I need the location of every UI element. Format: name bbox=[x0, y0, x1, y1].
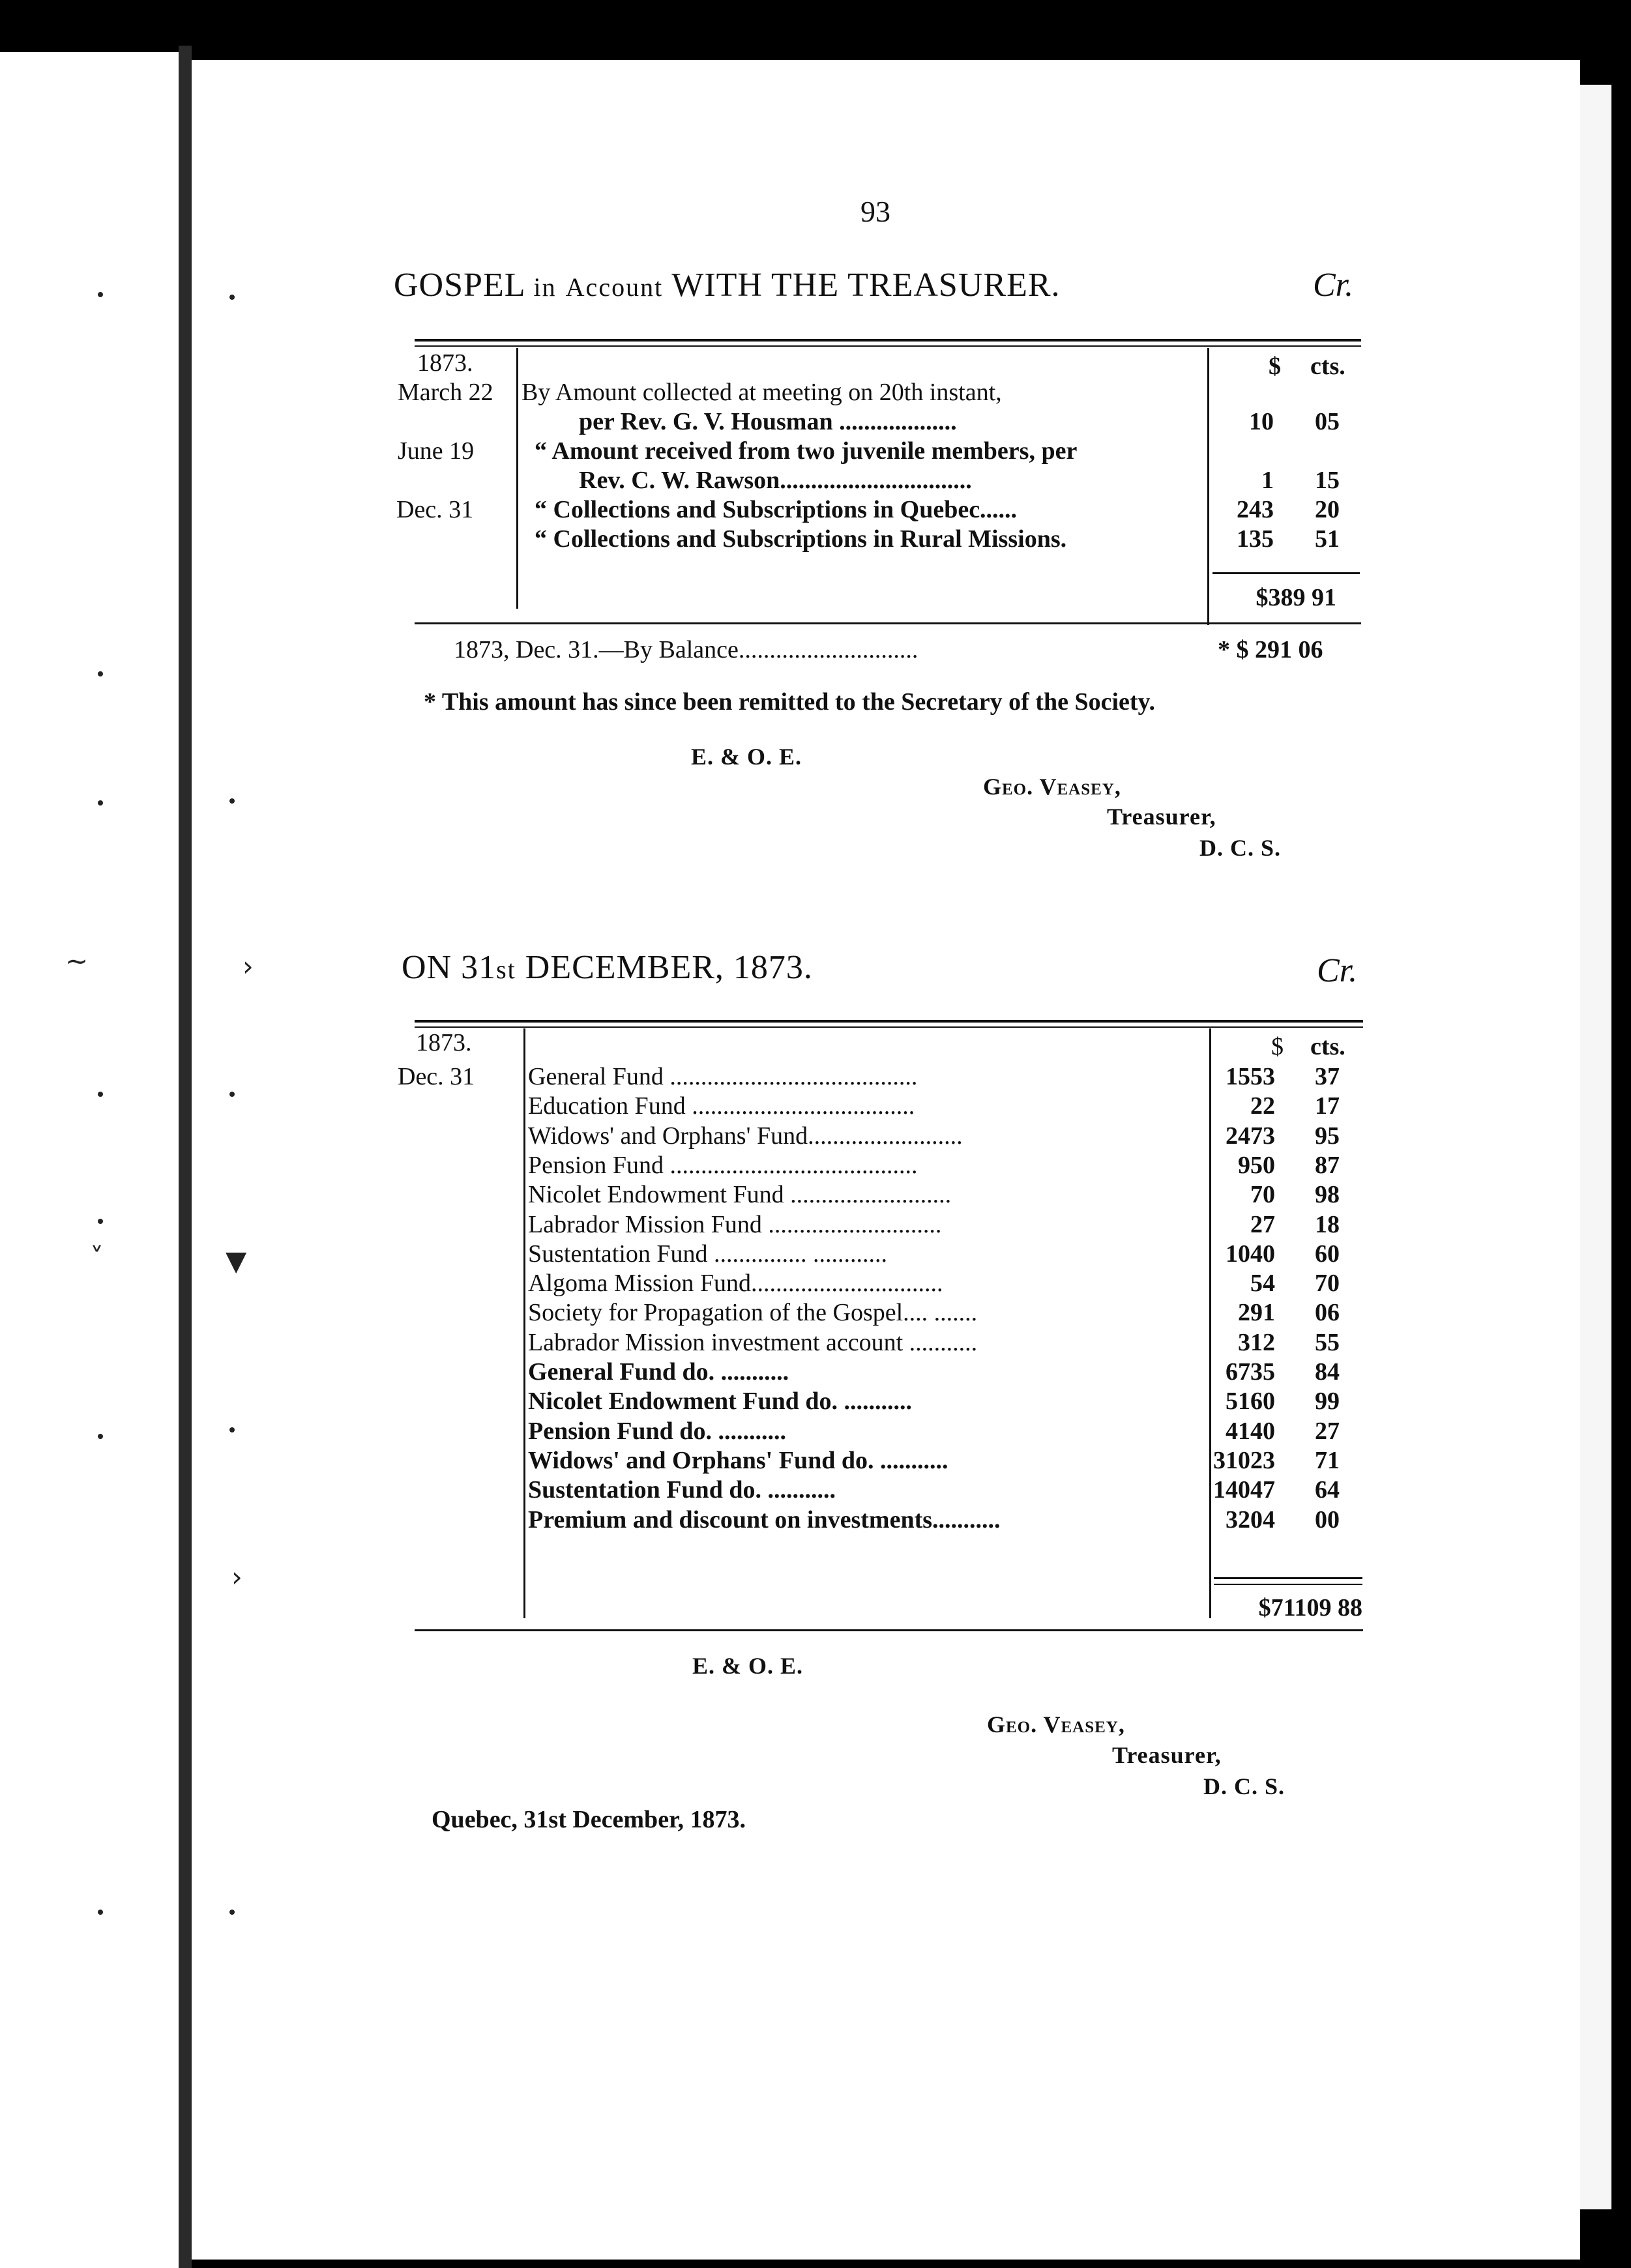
entry-date: March 22 bbox=[398, 379, 493, 406]
ledger-item-dollars: 4140 bbox=[1226, 1418, 1275, 1445]
left-page-edge bbox=[0, 52, 179, 2268]
page-number: 93 bbox=[860, 195, 890, 228]
ledger-item-dollars: 70 bbox=[1250, 1181, 1275, 1208]
margin-mark bbox=[229, 1910, 235, 1915]
ledger-item-dollars: 5160 bbox=[1226, 1388, 1275, 1415]
ledger-item-cents: 71 bbox=[1315, 1447, 1340, 1474]
dollar-label: $ bbox=[1269, 353, 1281, 380]
ledger-item-cents: 98 bbox=[1315, 1181, 1340, 1208]
signature-title: Treasurer, bbox=[1112, 1742, 1222, 1768]
signature-name: Geo. Veasey, bbox=[983, 774, 1121, 800]
rule bbox=[415, 1020, 1363, 1023]
entry-date: Dec. 31 bbox=[396, 496, 474, 523]
ledger-item-dollars: 2473 bbox=[1226, 1122, 1275, 1150]
entry-dollars: 10 bbox=[1249, 408, 1274, 435]
cents-label: cts. bbox=[1310, 1033, 1345, 1060]
ledger-item-cents: 06 bbox=[1315, 1299, 1340, 1326]
ledger-item-cents: 27 bbox=[1315, 1418, 1340, 1445]
year-label: 1873. bbox=[416, 1029, 472, 1056]
entry-desc: per Rev. G. V. Housman ................... bbox=[579, 408, 957, 435]
margin-mark bbox=[229, 1427, 235, 1432]
place-date: Quebec, 31st December, 1873. bbox=[432, 1806, 746, 1833]
ledger-item-desc: General Fund ........................................ bbox=[528, 1063, 918, 1090]
margin-tick: ∼ bbox=[65, 945, 89, 977]
ledger-item-cents: 87 bbox=[1315, 1152, 1340, 1179]
ledger-item-desc: Labrador Mission investment account ........... bbox=[528, 1329, 978, 1356]
page-gutter-shadow bbox=[179, 46, 192, 2268]
margin-mark bbox=[229, 1092, 235, 1097]
ledger-item-dollars: 14047 bbox=[1213, 1476, 1275, 1504]
rule bbox=[415, 622, 1361, 624]
statement1-cr: Cr. bbox=[1313, 267, 1354, 304]
margin-tick: ˅ bbox=[90, 1242, 104, 1273]
entry-cents: 15 bbox=[1315, 467, 1340, 494]
right-page-edge bbox=[1580, 85, 1611, 2209]
ledger-item-dollars: 27 bbox=[1250, 1211, 1275, 1238]
entry-desc: Rev. C. W. Rawson............................... bbox=[579, 467, 972, 494]
statement1-total: $389 91 bbox=[1256, 584, 1336, 611]
column-rule bbox=[1209, 1028, 1211, 1618]
ledger-item-cents: 60 bbox=[1315, 1240, 1340, 1268]
column-rule bbox=[516, 348, 518, 609]
ledger-item-desc: Sustentation Fund do. ........... bbox=[528, 1476, 836, 1504]
ledger-item-desc: Pension Fund ........................................ bbox=[528, 1152, 918, 1179]
ledger-item-dollars: 291 bbox=[1238, 1299, 1275, 1326]
margin-tick: › bbox=[231, 1561, 242, 1593]
balance-line: 1873, Dec. 31.—By Balance............................. bbox=[454, 636, 918, 663]
rule bbox=[415, 339, 1361, 342]
margin-mark bbox=[98, 1092, 103, 1097]
ledger-item-cents: 95 bbox=[1315, 1122, 1340, 1150]
ledger-item-desc: Pension Fund do. ........... bbox=[528, 1418, 786, 1445]
ledger-item-desc: Nicolet Endowment Fund .......................... bbox=[528, 1181, 952, 1208]
ledger-item-cents: 18 bbox=[1315, 1211, 1340, 1238]
ledger-item-desc: Nicolet Endowment Fund do. ........... bbox=[528, 1388, 913, 1415]
margin-tick: › bbox=[242, 950, 254, 982]
entry-cents: 20 bbox=[1315, 496, 1340, 523]
margin-mark bbox=[98, 1219, 103, 1224]
ledger-item-dollars: 3204 bbox=[1226, 1506, 1275, 1534]
rule bbox=[415, 345, 1361, 347]
entry-cents: 05 bbox=[1315, 408, 1340, 435]
ledger-item-dollars: 22 bbox=[1250, 1092, 1275, 1120]
entry-cents: 51 bbox=[1315, 525, 1340, 553]
ledger-item-dollars: 950 bbox=[1238, 1152, 1275, 1179]
signature-org: D. C. S. bbox=[1203, 1773, 1286, 1799]
ledger-item-dollars: 6735 bbox=[1226, 1358, 1275, 1386]
ledger-item-desc: Sustentation Fund ............... ............ bbox=[528, 1240, 888, 1268]
margin-tick: ▼ bbox=[226, 1245, 247, 1277]
ledger-item-dollars: 312 bbox=[1238, 1329, 1275, 1356]
ledger-item-desc: General Fund do. ........... bbox=[528, 1358, 789, 1386]
column-rule bbox=[523, 1028, 525, 1618]
margin-mark bbox=[98, 1434, 103, 1439]
margin-mark bbox=[98, 671, 103, 676]
column-rule bbox=[1207, 348, 1209, 625]
sum-rule bbox=[1214, 1584, 1362, 1585]
signature-title: Treasurer, bbox=[1107, 804, 1216, 830]
statement1-title: GOSPEL in Account WITH THE TREASURER. bbox=[394, 267, 1061, 304]
ledger-item-dollars: 1553 bbox=[1226, 1063, 1275, 1090]
ledger-item-desc: Widows' and Orphans' Fund......................... bbox=[528, 1122, 963, 1150]
statement2-title: ON 31st DECEMBER, 1873. bbox=[402, 949, 813, 986]
ledger-item-cents: 55 bbox=[1315, 1329, 1340, 1356]
entry-desc: By Amount collected at meeting on 20th instant, bbox=[522, 379, 1002, 406]
entry-desc: “ Amount received from two juvenile members, per bbox=[535, 437, 1078, 465]
entry-dollars: 243 bbox=[1237, 496, 1274, 523]
footnote: * This amount has since been remitted to the Secretary of the Society. bbox=[424, 688, 1155, 716]
entry-date: Dec. 31 bbox=[398, 1063, 475, 1090]
entry-dollars: 1 bbox=[1261, 467, 1274, 494]
ledger-item-desc: Algoma Mission Fund............................... bbox=[528, 1270, 943, 1297]
statement2-cr: Cr. bbox=[1317, 952, 1358, 989]
dollar-label: $ bbox=[1271, 1033, 1284, 1060]
eoe: E. & O. E. bbox=[692, 1653, 804, 1679]
year-label: 1873. bbox=[417, 349, 473, 377]
rule bbox=[415, 1026, 1363, 1028]
sum-rule bbox=[1214, 1577, 1362, 1579]
ledger-item-cents: 70 bbox=[1315, 1270, 1340, 1297]
entry-desc: “ Collections and Subscriptions in Rural Missions. bbox=[535, 525, 1067, 553]
ledger-item-desc: Education Fund .................................... bbox=[528, 1092, 915, 1120]
ledger-item-cents: 00 bbox=[1315, 1506, 1340, 1534]
margin-mark bbox=[98, 1910, 103, 1915]
entry-date: June 19 bbox=[398, 437, 475, 465]
margin-mark bbox=[229, 295, 235, 300]
sum-rule bbox=[1212, 572, 1360, 574]
ledger-item-desc: Labrador Mission Fund ............................ bbox=[528, 1211, 942, 1238]
margin-mark bbox=[98, 292, 103, 297]
statement2-total: $71109 88 bbox=[1258, 1594, 1362, 1621]
rule bbox=[415, 1629, 1363, 1631]
ledger-item-dollars: 1040 bbox=[1226, 1240, 1275, 1268]
ledger-item-dollars: 54 bbox=[1250, 1270, 1275, 1297]
ledger-item-cents: 99 bbox=[1315, 1388, 1340, 1415]
entry-desc: “ Collections and Subscriptions in Quebec...... bbox=[535, 496, 1018, 523]
ledger-item-cents: 17 bbox=[1315, 1092, 1340, 1120]
ledger-item-cents: 64 bbox=[1315, 1476, 1340, 1504]
ledger-item-desc: Premium and discount on investments........... bbox=[528, 1506, 1001, 1534]
signature-name: Geo. Veasey, bbox=[987, 1711, 1125, 1737]
ledger-item-cents: 37 bbox=[1315, 1063, 1340, 1090]
cents-label: cts. bbox=[1310, 353, 1345, 380]
margin-mark bbox=[229, 798, 235, 804]
balance-amount: * $ 291 06 bbox=[1218, 636, 1323, 663]
margin-mark bbox=[98, 800, 103, 806]
ledger-item-desc: Society for Propagation of the Gospel.... ....... bbox=[528, 1299, 978, 1326]
entry-dollars: 135 bbox=[1237, 525, 1274, 553]
signature-org: D. C. S. bbox=[1199, 835, 1282, 861]
ledger-item-cents: 84 bbox=[1315, 1358, 1340, 1386]
ledger-item-desc: Widows' and Orphans' Fund do. ........... bbox=[528, 1447, 948, 1474]
eoe: E. & O. E. bbox=[691, 744, 802, 770]
ledger-item-dollars: 31023 bbox=[1213, 1447, 1275, 1474]
